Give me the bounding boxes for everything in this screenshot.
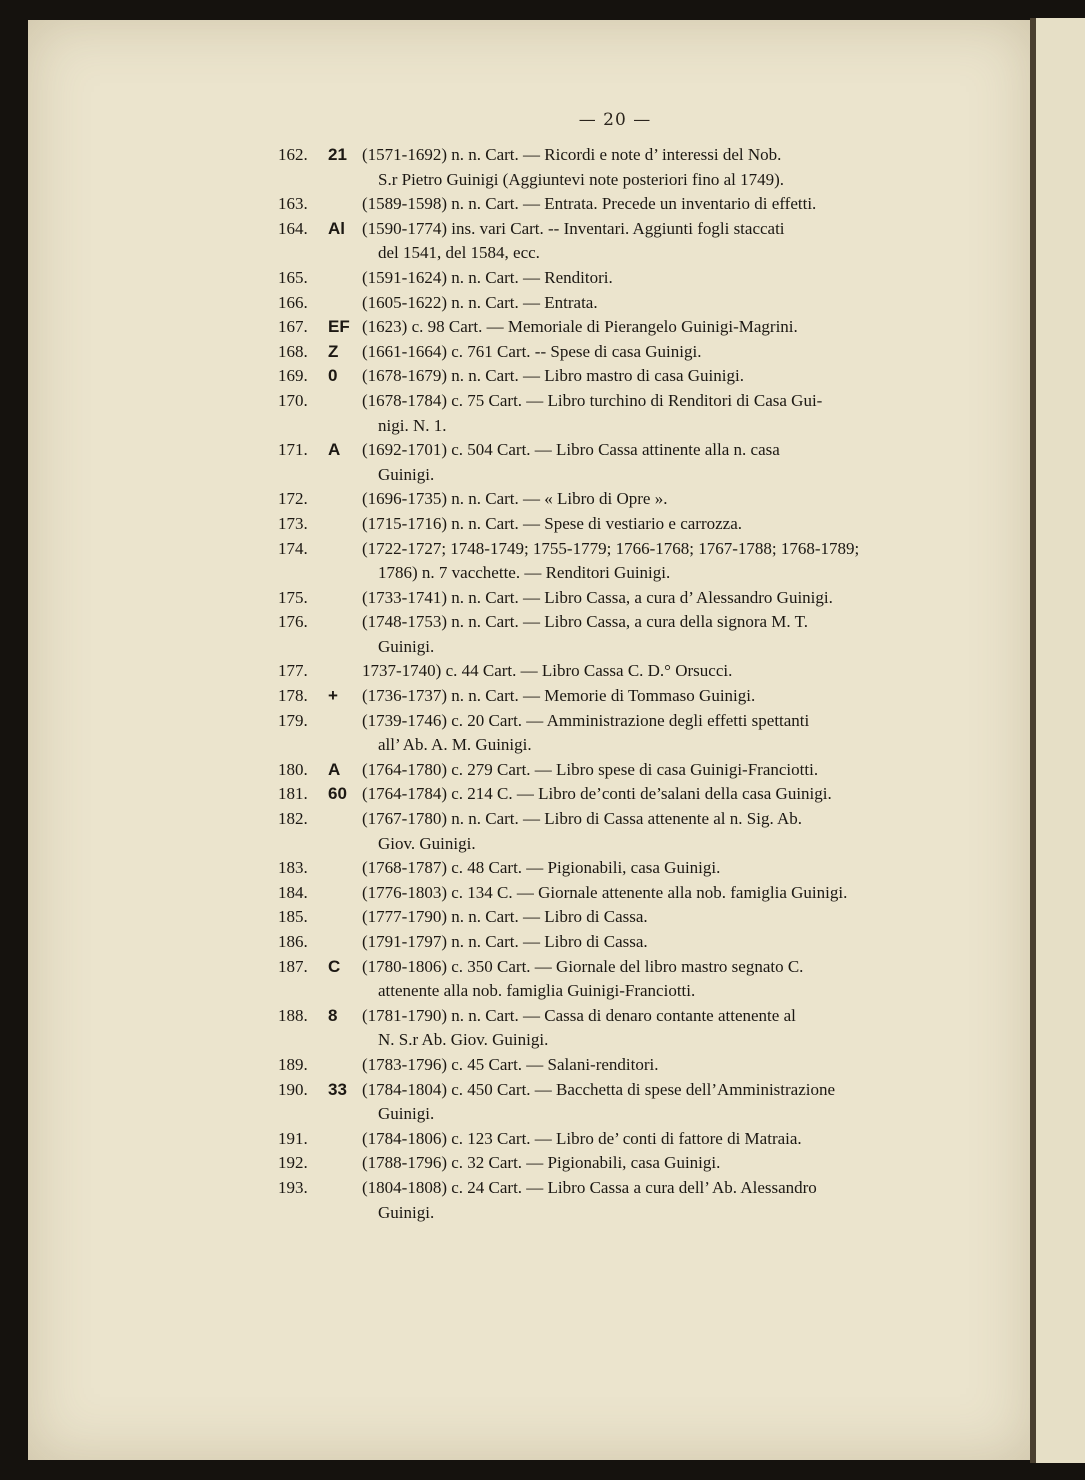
entry-text <box>362 905 954 930</box>
entry-number: 175. <box>278 587 308 607</box>
entry-number: 185. <box>278 907 308 927</box>
entry-number: 163. <box>278 194 308 214</box>
entry-text <box>362 881 954 906</box>
entry-number: 164. <box>278 218 308 238</box>
entry-line: Guinigi. <box>378 1202 435 1222</box>
entry-line: (1736-1737) n. n. Cart. — Memorie di Tommaso Guinigi. <box>362 686 756 706</box>
entry-line: (1692-1701) c. 504 Cart. — Libro Cassa attinente alla n. casa <box>362 440 780 460</box>
entry-item <box>278 586 954 611</box>
entry-item <box>278 758 954 783</box>
entry-item <box>278 684 954 709</box>
entry-mark: 0 <box>328 366 338 386</box>
entry-text <box>362 340 954 365</box>
entry-line: S.r Pietro Guinigi (Aggiuntevi note posteriori fino al 1749). <box>378 169 785 189</box>
entry-number: 166. <box>278 292 308 312</box>
entry-line: nigi. N. 1. <box>378 415 447 435</box>
entry-mark: 21 <box>328 145 347 164</box>
entry-mark: + <box>328 686 338 706</box>
entry-item <box>278 782 954 807</box>
entry-text <box>362 291 954 316</box>
entry-mark: Z <box>328 341 339 361</box>
entry-item <box>278 1078 954 1127</box>
entry-item <box>278 487 954 512</box>
entry-text <box>362 364 954 389</box>
entry-text <box>362 1004 954 1053</box>
entry-item <box>278 807 954 856</box>
entry-line: (1715-1716) n. n. Cart. — Spese di vestiario e carrozza. <box>362 513 743 533</box>
entry-text <box>362 856 954 881</box>
entry-item <box>278 537 954 586</box>
entry-number: 173. <box>278 513 308 533</box>
entry-mark: C <box>328 956 341 976</box>
entry-text <box>362 1151 954 1176</box>
entry-text <box>362 143 954 192</box>
entry-line: N. S.r Ab. Giov. Guinigi. <box>378 1030 549 1050</box>
entry-number: 184. <box>278 882 308 902</box>
entry-line: Guinigi. <box>378 636 435 656</box>
entry-line: (1722-1727; 1748-1749; 1755-1779; 1766-1768; 1767-1788; 1768-1789; <box>362 538 860 558</box>
entry-line: 1737-1740) c. 44 Cart. — Libro Cassa C. D.° Orsucci. <box>362 661 733 681</box>
entry-line: (1623) c. 98 Cart. — Memoriale di Pierangelo Guinigi-Magrini. <box>362 317 798 337</box>
entry-text <box>362 684 954 709</box>
entry-line: all’ Ab. A. M. Guinigi. <box>378 735 532 755</box>
entry-text <box>362 266 954 291</box>
entry-line: (1733-1741) n. n. Cart. — Libro Cassa, a cura d’ Alessandro Guinigi. <box>362 587 833 607</box>
entry-number: 182. <box>278 809 308 829</box>
entry-number: 170. <box>278 390 308 410</box>
facing-page-edge <box>1036 18 1085 1463</box>
entry-number: 168. <box>278 341 308 361</box>
entry-item <box>278 438 954 487</box>
entry-mark: 33 <box>328 1079 347 1099</box>
entry-item <box>278 143 954 192</box>
entry-number: 176. <box>278 612 308 632</box>
entry-item <box>278 1004 954 1053</box>
entry-number: 187. <box>278 956 308 976</box>
entry-line: (1784-1806) c. 123 Cart. — Libro de’ conti di fattore di Matraia. <box>362 1128 802 1148</box>
entry-line: (1591-1624) n. n. Cart. — Renditori. <box>362 267 613 287</box>
entry-line: (1776-1803) c. 134 C. — Giornale attenente alla nob. famiglia Guinigi. <box>362 882 848 902</box>
entry-text <box>362 782 954 807</box>
entry-mark: A <box>328 759 341 779</box>
entry-text <box>362 586 954 611</box>
entry-mark: Al <box>328 218 345 238</box>
entry-item <box>278 955 954 1004</box>
entry-item <box>278 881 954 906</box>
entry-line: attenente alla nob. famiglia Guinigi-Franciotti. <box>378 981 696 1001</box>
entry-number: 192. <box>278 1153 308 1173</box>
entry-line: (1571-1692) n. n. Cart. — Ricordi e note d’ interessi del Nob. <box>362 145 782 164</box>
entry-number: 165. <box>278 267 308 287</box>
entry-item <box>278 340 954 365</box>
entry-item <box>278 856 954 881</box>
entry-text <box>362 217 954 266</box>
entry-item <box>278 1127 954 1152</box>
entry-number: 188. <box>278 1005 308 1025</box>
entry-text <box>362 315 954 340</box>
entry-line: 1786) n. 7 vacchette. — Renditori Guinigi. <box>378 563 671 583</box>
entry-line: Guinigi. <box>378 1104 435 1124</box>
entry-number: 174. <box>278 538 308 558</box>
entry-item <box>278 512 954 537</box>
entry-text <box>362 512 954 537</box>
entry-text <box>362 758 954 783</box>
entry-line: (1768-1787) c. 48 Cart. — Pigionabili, casa Guinigi. <box>362 858 721 878</box>
entry-item <box>278 217 954 266</box>
entry-line: (1804-1808) c. 24 Cart. — Libro Cassa a cura dell’ Ab. Alessandro <box>362 1177 817 1197</box>
entry-item <box>278 1151 954 1176</box>
entry-mark: A <box>328 440 341 460</box>
entry-text <box>362 955 954 1004</box>
entry-item <box>278 659 954 684</box>
entry-line: Guinigi. <box>378 464 435 484</box>
entry-text <box>362 1127 954 1152</box>
entry-line: (1739-1746) c. 20 Cart. — Amministrazione degli effetti spettanti <box>362 710 810 730</box>
entry-item <box>278 389 954 438</box>
entry-number: 162. <box>278 145 308 164</box>
entry-line: (1784-1804) c. 450 Cart. — Bacchetta di spese dell’Amministrazione <box>362 1079 836 1099</box>
entry-number: 181. <box>278 784 308 804</box>
entry-line: (1764-1784) c. 214 C. — Libro de’conti de’salani della casa Guinigi. <box>362 784 832 804</box>
page-number: — 20 — <box>578 110 652 130</box>
entry-list <box>278 143 954 1225</box>
entry-item <box>278 1176 954 1225</box>
entry-text <box>362 438 954 487</box>
entry-number: 167. <box>278 317 308 337</box>
entry-number: 171. <box>278 440 308 460</box>
entry-item <box>278 315 954 340</box>
entry-text <box>362 659 954 684</box>
entry-line: (1748-1753) n. n. Cart. — Libro Cassa, a cura della signora M. T. <box>362 612 808 632</box>
entry-text <box>362 1078 954 1127</box>
entry-item <box>278 905 954 930</box>
entry-text <box>362 537 954 586</box>
entry-line: (1696-1735) n. n. Cart. — « Libro di Opre ». <box>362 489 668 509</box>
entry-line: (1783-1796) c. 45 Cart. — Salani-renditori. <box>362 1054 659 1074</box>
entry-text <box>362 1053 954 1078</box>
entry-number: 180. <box>278 759 308 779</box>
entry-line: (1791-1797) n. n. Cart. — Libro di Cassa. <box>362 932 648 951</box>
entry-line: (1767-1780) n. n. Cart. — Libro di Cassa attenente al n. Sig. Ab. <box>362 809 803 829</box>
entry-text <box>362 930 954 955</box>
entry-number: 178. <box>278 686 308 706</box>
entry-mark: EF <box>328 317 350 337</box>
entry-number: 191. <box>278 1128 308 1148</box>
entry-text <box>362 709 954 758</box>
entry-number: 193. <box>278 1177 308 1197</box>
entry-number: 179. <box>278 710 308 730</box>
entry-line: (1781-1790) n. n. Cart. — Cassa di denaro contante attenente al <box>362 1005 796 1025</box>
entry-text <box>362 389 954 438</box>
entry-number: 172. <box>278 489 308 509</box>
entry-text <box>362 807 954 856</box>
entry-item <box>278 364 954 389</box>
entry-line: (1788-1796) c. 32 Cart. — Pigionabili, casa Guinigi. <box>362 1153 721 1173</box>
entry-number: 183. <box>278 858 308 878</box>
entry-line: del 1541, del 1584, ecc. <box>378 243 540 263</box>
entry-line: (1764-1780) c. 279 Cart. — Libro spese di casa Guinigi-Franciotti. <box>362 759 819 779</box>
entry-line: (1678-1679) n. n. Cart. — Libro mastro di casa Guinigi. <box>362 366 744 386</box>
entry-text <box>362 192 954 217</box>
entry-item <box>278 266 954 291</box>
entry-line: (1589-1598) n. n. Cart. — Entrata. Precede un inventario di effetti. <box>362 194 817 214</box>
entry-line: (1590-1774) ins. vari Cart. -- Inventari. Aggiunti fogli staccati <box>362 218 785 238</box>
entry-text <box>362 487 954 512</box>
entry-text <box>362 610 954 659</box>
entry-number: 189. <box>278 1054 308 1074</box>
entry-number: 177. <box>278 661 308 681</box>
entry-item <box>278 291 954 316</box>
entry-number: 190. <box>278 1079 308 1099</box>
entry-text <box>362 1176 954 1225</box>
entry-item <box>278 709 954 758</box>
entry-line: (1661-1664) c. 761 Cart. -- Spese di casa Guinigi. <box>362 341 702 361</box>
entry-item <box>278 192 954 217</box>
entry-line: (1678-1784) c. 75 Cart. — Libro turchino di Renditori di Casa Gui- <box>362 390 823 410</box>
entry-item <box>278 1053 954 1078</box>
entry-line: Giov. Guinigi. <box>378 833 476 853</box>
entry-number: 186. <box>278 932 308 951</box>
entry-number: 169. <box>278 366 308 386</box>
entry-item <box>278 610 954 659</box>
entry-item <box>278 930 954 955</box>
entry-mark: 60 <box>328 784 347 804</box>
entry-mark: 8 <box>328 1005 338 1025</box>
entry-line: (1605-1622) n. n. Cart. — Entrata. <box>362 292 598 312</box>
entry-line: (1777-1790) n. n. Cart. — Libro di Cassa. <box>362 907 648 927</box>
entry-line: (1780-1806) c. 350 Cart. — Giornale del libro mastro segnato C. <box>362 956 804 976</box>
